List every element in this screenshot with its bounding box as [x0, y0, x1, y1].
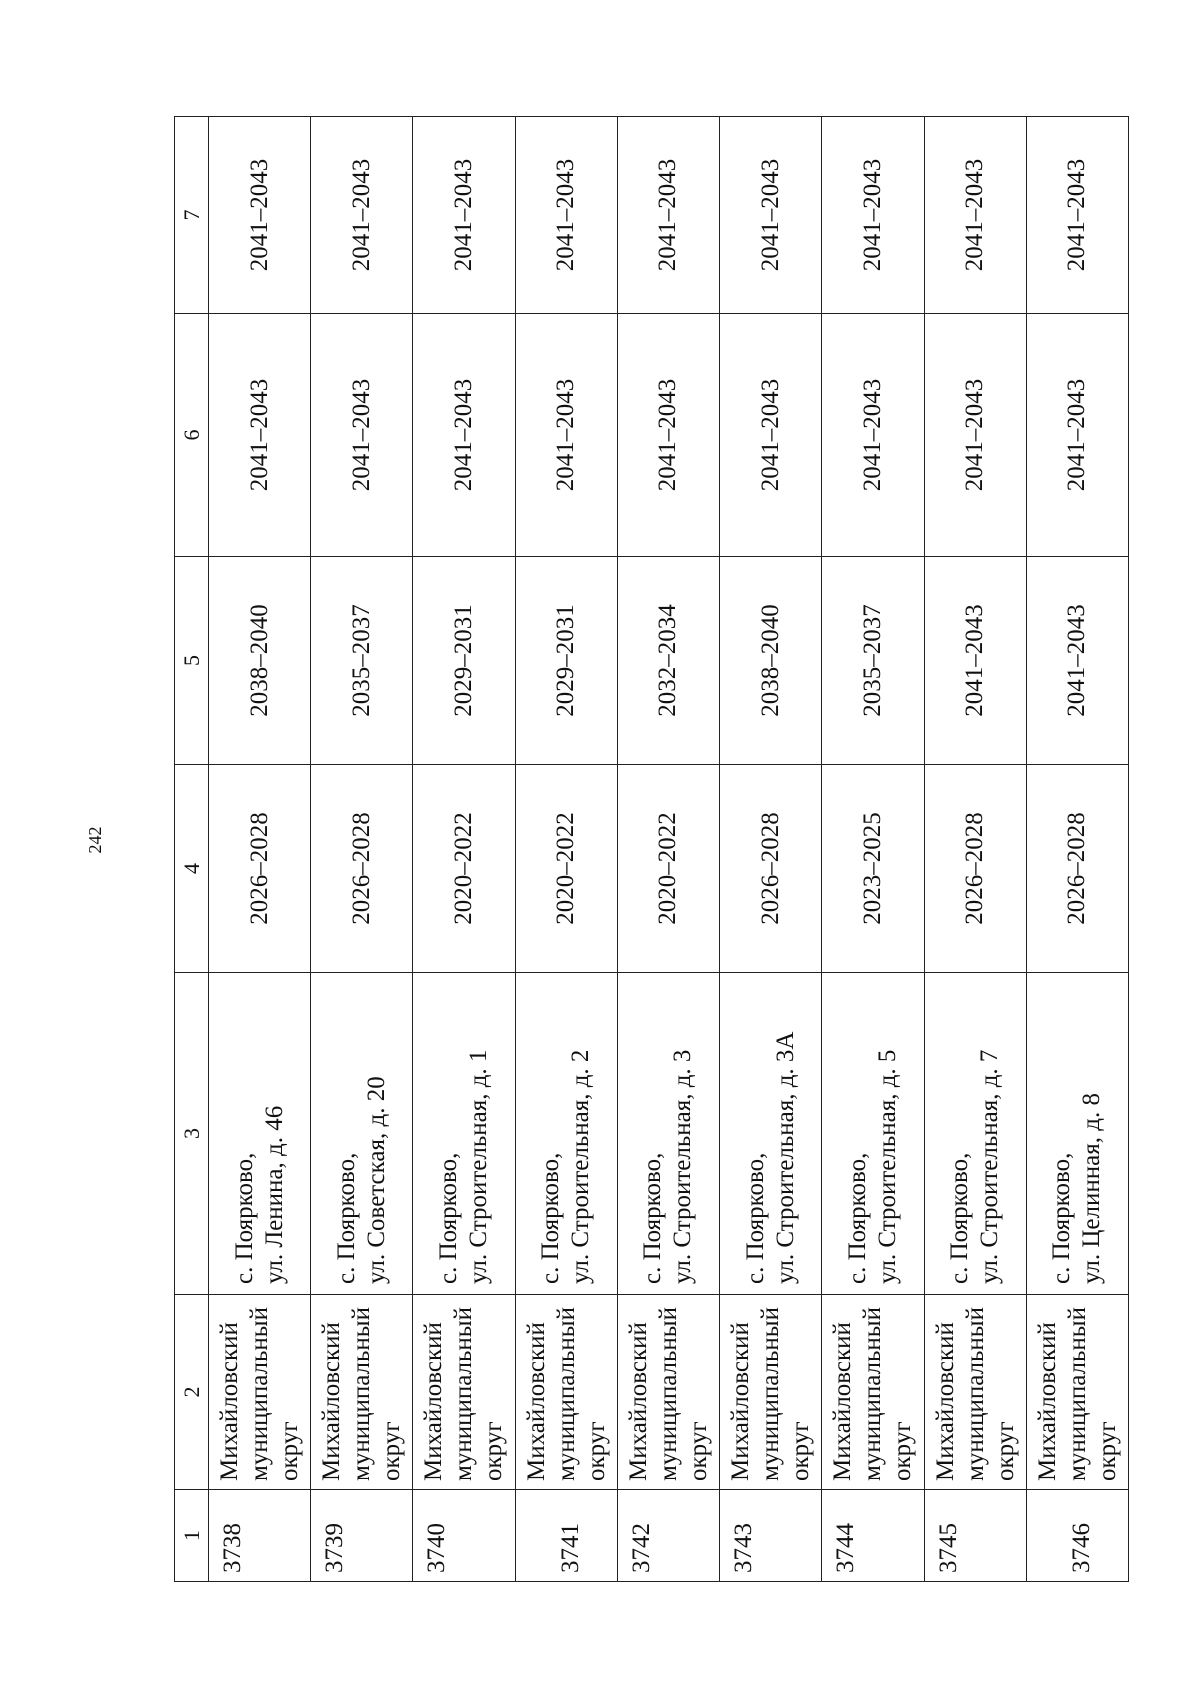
period-col-7: 2041–2043 [1026, 117, 1128, 314]
district-cell [1026, 1295, 1128, 1490]
period-col-6: 2041–2043 [617, 314, 719, 557]
district-line: округ [480, 1421, 508, 1481]
row-number: 3743 [720, 1490, 822, 1582]
table-row [209, 117, 311, 1582]
district-line: Михайловский [522, 1322, 550, 1481]
district-line: муниципальный [859, 1307, 887, 1481]
period-col-5: 2032–2034 [617, 557, 719, 765]
row-number: 3738 [209, 1490, 311, 1582]
district-line: муниципальный [450, 1307, 478, 1481]
address-line: ул. Строительная, д. 1 [465, 1049, 493, 1284]
district-line: Михайловский [727, 1322, 755, 1481]
period-col-5: 2029–2031 [413, 557, 515, 765]
address-line: с. Поярково, [741, 1152, 769, 1284]
address-cell [515, 973, 617, 1295]
district-line: муниципальный [654, 1307, 682, 1481]
period-col-7: 2041–2043 [822, 117, 924, 314]
district-line: Михайловский [829, 1322, 857, 1481]
header-col-5: 5 [175, 557, 209, 765]
address-line: с. Поярково, [639, 1152, 667, 1284]
address-line: ул. Строительная, д. 2 [567, 1049, 595, 1284]
district-cell [822, 1295, 924, 1490]
district-line: Михайловский [1033, 1322, 1061, 1481]
table-header [175, 117, 209, 1582]
period-col-6: 2041–2043 [720, 314, 822, 557]
district-line: муниципальный [1063, 1307, 1091, 1481]
row-number: 3739 [311, 1490, 413, 1582]
district-cell [209, 1295, 311, 1490]
table-row [311, 117, 413, 1582]
address-line: ул. Советская, д. 20 [362, 1076, 390, 1284]
address-cell [720, 973, 822, 1295]
period-col-4: 2020–2022 [413, 765, 515, 973]
district-line: муниципальный [348, 1307, 376, 1481]
row-number: 3745 [924, 1490, 1026, 1582]
address-cell [209, 973, 311, 1295]
header-row [175, 117, 209, 1582]
district-line: округ [582, 1421, 610, 1481]
header-col-6: 6 [175, 314, 209, 557]
period-col-7: 2041–2043 [924, 117, 1026, 314]
table-container [174, 117, 1129, 1582]
district-line: Михайловский [931, 1322, 959, 1481]
period-col-5: 2035–2037 [822, 557, 924, 765]
district-line: муниципальный [757, 1307, 785, 1481]
table-row [515, 117, 617, 1582]
district-line: Михайловский [420, 1322, 448, 1481]
address-line: с. Поярково, [230, 1152, 258, 1284]
district-cell [617, 1295, 719, 1490]
row-number: 3746 [1026, 1490, 1128, 1582]
address-cell [822, 973, 924, 1295]
table-row [1026, 117, 1128, 1582]
period-col-6: 2041–2043 [1026, 314, 1128, 557]
period-col-5: 2035–2037 [311, 557, 413, 765]
period-col-4: 2026–2028 [924, 765, 1026, 973]
address-cell [617, 973, 719, 1295]
address-line: с. Поярково, [537, 1152, 565, 1284]
header-col-7: 7 [175, 117, 209, 314]
table-row [924, 117, 1026, 1582]
period-col-6: 2041–2043 [209, 314, 311, 557]
period-col-7: 2041–2043 [720, 117, 822, 314]
table-rotator [174, 117, 1129, 1582]
district-cell [311, 1295, 413, 1490]
table-row [720, 117, 822, 1582]
period-col-7: 2041–2043 [515, 117, 617, 314]
period-col-5: 2029–2031 [515, 557, 617, 765]
row-number: 3740 [413, 1490, 515, 1582]
district-line: муниципальный [552, 1307, 580, 1481]
district-line: округ [889, 1421, 917, 1481]
district-line: Михайловский [318, 1322, 346, 1481]
period-col-7: 2041–2043 [209, 117, 311, 314]
period-col-7: 2041–2043 [617, 117, 719, 314]
address-line: с. Поярково, [946, 1152, 974, 1284]
header-col-4: 4 [175, 765, 209, 973]
row-number: 3741 [515, 1490, 617, 1582]
district-cell [413, 1295, 515, 1490]
page-number: 242 [85, 826, 105, 854]
address-cell [413, 973, 515, 1295]
address-cell [311, 973, 413, 1295]
address-cell [924, 973, 1026, 1295]
period-col-5: 2038–2040 [720, 557, 822, 765]
district-cell [720, 1295, 822, 1490]
district-line: округ [787, 1421, 815, 1481]
period-col-5: 2041–2043 [1026, 557, 1128, 765]
district-cell [924, 1295, 1026, 1490]
period-col-4: 2026–2028 [720, 765, 822, 973]
table-body [209, 117, 1129, 1582]
header-col-3: 3 [175, 973, 209, 1295]
district-line: муниципальный [246, 1307, 273, 1481]
address-line: с. Поярково, [843, 1152, 871, 1284]
table-row [822, 117, 924, 1582]
table-row [413, 117, 515, 1582]
period-col-6: 2041–2043 [413, 314, 515, 557]
district-line: Михайловский [624, 1322, 652, 1481]
district-line: округ [276, 1421, 303, 1481]
district-line: муниципальный [961, 1307, 989, 1481]
address-line: ул. Строительная, д. 5 [873, 1049, 901, 1284]
row-number: 3742 [617, 1490, 719, 1582]
period-col-4: 2020–2022 [515, 765, 617, 973]
period-col-7: 2041–2043 [413, 117, 515, 314]
district-line: округ [684, 1421, 712, 1481]
period-col-5: 2038–2040 [209, 557, 311, 765]
address-line: ул. Целинная, д. 8 [1078, 1093, 1106, 1284]
table-row [617, 117, 719, 1582]
period-col-4: 2026–2028 [209, 765, 311, 973]
address-line: ул. Строительная, д. 3 [669, 1049, 697, 1284]
header-col-2: 2 [175, 1295, 209, 1490]
period-col-6: 2041–2043 [822, 314, 924, 557]
schedule-table [174, 116, 1129, 1582]
period-col-4: 2026–2028 [1026, 765, 1128, 973]
period-col-7: 2041–2043 [311, 117, 413, 314]
period-col-4: 2020–2022 [617, 765, 719, 973]
district-line: округ [378, 1421, 406, 1481]
header-col-1: 1 [175, 1490, 209, 1582]
period-col-4: 2026–2028 [311, 765, 413, 973]
district-cell [515, 1295, 617, 1490]
period-col-5: 2041–2043 [924, 557, 1026, 765]
period-col-6: 2041–2043 [515, 314, 617, 557]
address-cell [1026, 973, 1128, 1295]
address-line: ул. Ленина, д. 46 [260, 1105, 288, 1284]
district-line: округ [991, 1421, 1019, 1481]
district-line: округ [1093, 1421, 1121, 1481]
address-line: с. Поярково, [1048, 1152, 1076, 1284]
district-line: Михайловский [216, 1322, 243, 1481]
row-number: 3744 [822, 1490, 924, 1582]
period-col-6: 2041–2043 [924, 314, 1026, 557]
period-col-4: 2023–2025 [822, 765, 924, 973]
period-col-6: 2041–2043 [311, 314, 413, 557]
address-line: ул. Строительная, д. 7 [976, 1049, 1004, 1284]
address-line: с. Поярково, [332, 1152, 360, 1284]
address-line: с. Поярково, [435, 1152, 463, 1284]
address-line: ул. Строительная, д. 3А [771, 1031, 799, 1284]
